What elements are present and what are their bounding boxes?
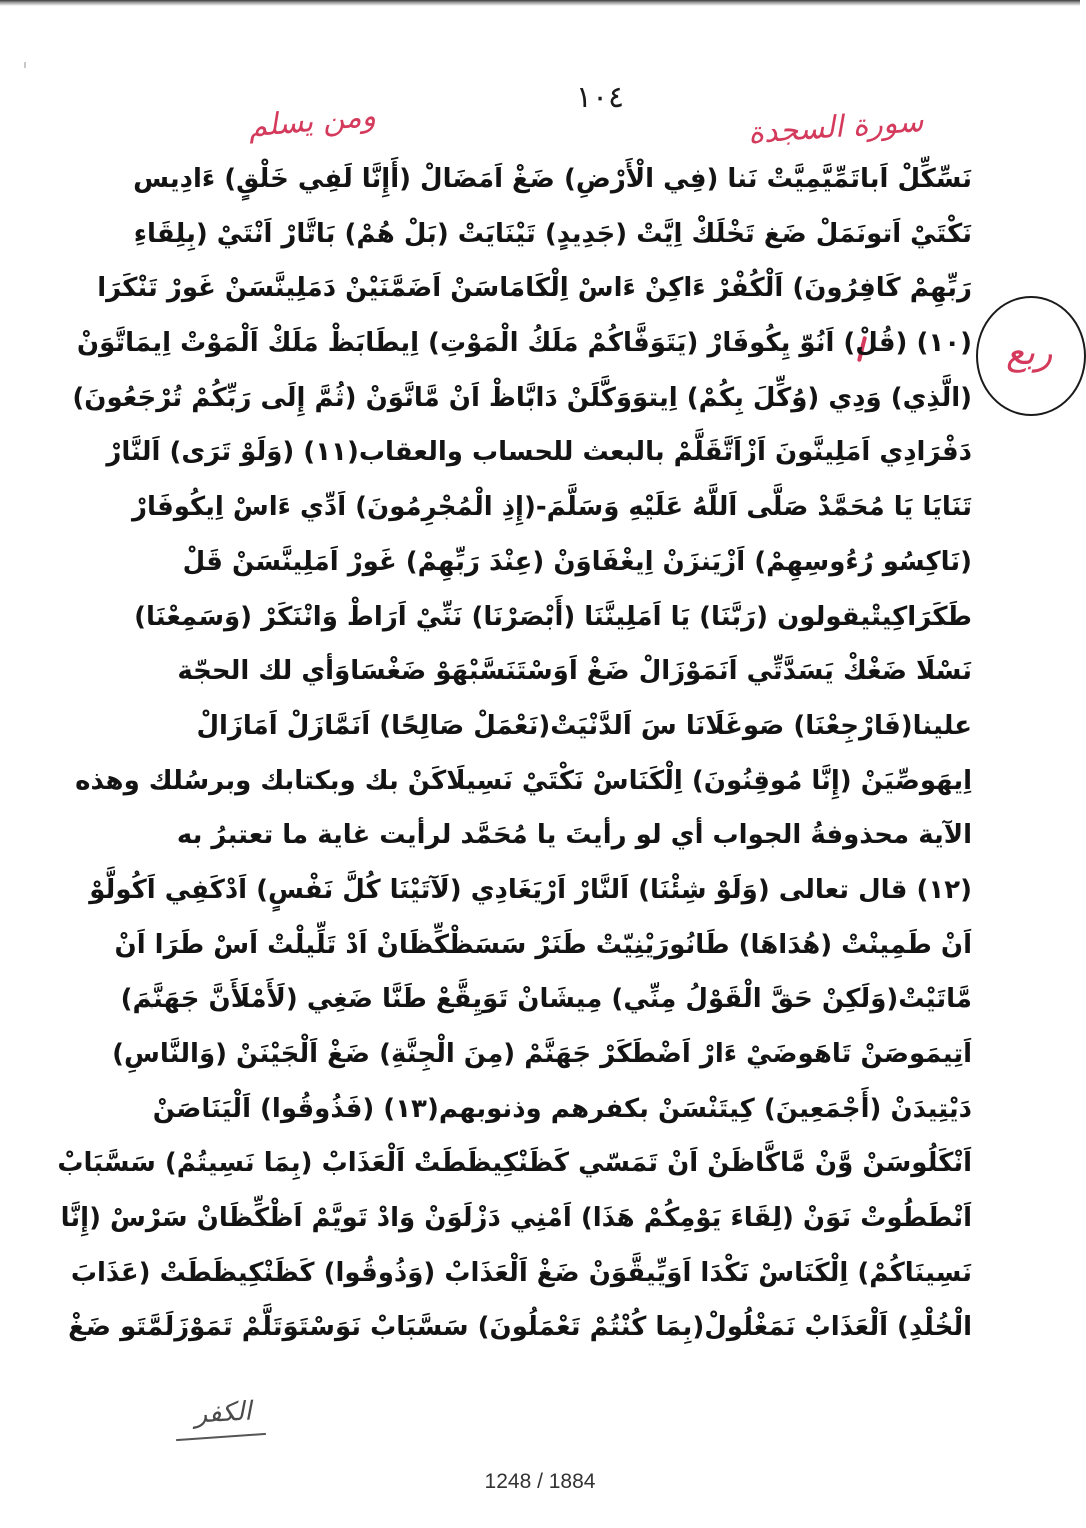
text-line-6: دَفْرَادِي اَمَلِينَّونَ اَزْاَتَّقَلَّمْ بالبعث للحساب والعقاب(١١) (وَلَوْ تَرَى) اَلنَّارْ: [106, 437, 972, 468]
text-line-14: (١٢) قال تعالى (وَلَوْ شِئْنَا) اَلنَّارْ اَرْيَغَادِي (لَآتَيْنَا كُلَّ نَفْسٍ) اَدْكَفِي اَكُولَّوْ: [89, 874, 972, 905]
text-line-19: اَنْكَلُوسَنْ وَّنْ مَّاكَّاظَنْ اَنْ تَمَسّي كَظَنْكِيظَطَتْ اَلْعَذَابْ (بِمَا نَسِيتُمْ) سَسَّبَابْ: [57, 1148, 972, 1179]
text-line-18: دَيْتِيدَنْ (أَجْمَعِينَ) كِيتَنْسَنْ بكفرهم وذنوبهم(١٣) (فَذُوقُوا) اَلْيَنَاصَنْ: [152, 1093, 972, 1124]
catchword-underline: [176, 1433, 266, 1441]
page-body-text: [57, 152, 972, 1355]
text-line-12: اِيهَوصِّيَنْ (إِنَّا مُوقِنُونَ) اِلْكَنَاسْ نَكْتَيْ نَسِيلَاكَنْ بك وبكتابك وبرسُلك وهذه: [75, 765, 972, 796]
text-line-1: نَسِّكِّلْ اَباتَمِّيَّمِيَّتْ نَنا (فِي الْأَرْضِ) ضَغْ اَمَضَالْ (أَإِنَّا لَفِي خَلْقٍ) ءَادِيس: [133, 164, 972, 194]
text-line-21: نَسِينَاكُمْ) اِلْكَنَاسْ نَكْدَا اَوَيِّيقَّوَنْ ضَغْ اَلْعَذَابْ (وَذُوقُوا) كَظَنْكِيظَطَتْ (عَذَابَ: [70, 1257, 972, 1288]
text-line-3: رَبِّهِمْ كَافِرُونَ) اَلْكُفْرْ ءَاكِنْ ءَاسْ اِلْكَامَاسَنْ اَضَمَّنَيْنْ دَمَلِينَّسَنْ غَورْ تَنْكَرَا: [97, 273, 972, 304]
text-line-9: طَكَرَاكِيتْيقولون (رَبَّنَا) يَا اَمَلِينَّنَا (أَبْصَرْنَا) نَنِّيْ اَرَاطْ وَانْنَكَرْ (وَسَمِعْنَا): [134, 601, 972, 632]
handwritten-surah-title: سورة السجدة: [746, 103, 925, 152]
scan-top-edge: [0, 0, 1080, 6]
scan-margin-mark: [24, 62, 26, 68]
text-line-5: (الَّذِي) وَدِي (وُكِّلَ بِكُمْ) اِيتوَوَكَّلَنْ دَابَّاظْ اَنْ مَّانَّوَنْ (ثُمَّ إِلَى رَبِّكُمْ تُرْجَعُونَ): [72, 382, 972, 413]
page-number: ١٠٤: [575, 80, 625, 115]
page-indicator: 1248 / 1884: [484, 1470, 596, 1493]
text-line-4: (١٠) (قُلْ) اَنُوّ يِكُوفَارْ (يَتَوَفَّاكُمْ مَلَكُ الْمَوْتِ) اِيطَابَظْ مَلَكْ اَلْمَوْتْ اِيمَاتَّوَنْ: [76, 328, 972, 359]
text-line-10: نَسْلَا ضَغْكْ يَسَدَّتِّي اَنَمَوْزَالْ ضَغْ اَوَسْتَنَسَّبْهَوْ ضَغْسَاوَأي لك الحجّة: [177, 656, 972, 687]
text-line-15: اَنْ طَمِينْتْ (هُدَاهَا) طَانُورَيْنِيّتْ طَنَرْ سَسَظْكِّظَانْ اَدْ تَلِّيلْتْ اَسْ طَرَا اَنْ: [114, 929, 972, 960]
handwritten-catchword: الكفر: [193, 1396, 253, 1430]
handwritten-corner-note: ومن يسلم: [246, 98, 378, 145]
text-line-8: (نَاكِسُو رُءُوسِهِمْ) اَزْيَنزَنْ اِيغْفَاوَنْ (عِنْدَ رَبِّهِمْ) غَورْ اَمَلِينَّسَنْ قَلْ: [182, 546, 972, 577]
text-line-11: علينا(فَارْجِعْنَا) صَوغَلَانَا سَ اَلدَّنْيَتْ(نَعْمَلْ صَالِحًا) اَنَمَّازَلْ اَمَازَالْ: [196, 710, 972, 741]
text-line-17: اَتِيمَوصَنْ تَاهَوضَيْ ءَارْ اَضْطَكَرْ جَهَنَّمْ (مِنَ الْجِنَّةِ) ضَغْ اَلْجَيْنَنْ (وَالنَّاسِ): [112, 1039, 972, 1069]
text-line-7: تَنَايَا يَا مُحَمَّدْ صَلَّى اَللَّهُ عَلَيْهِ وَسَلَّمَ-(إِذِ الْمُجْرِمُونَ) اَدِّي ءَاسْ اِيكُوفَارْ: [131, 492, 972, 523]
text-line-20: اَنْطَطُوتْ نَوَنْ (لِقَاءَ يَوْمِكُمْ هَذَا) اَمْنِي دَزْلَوَنْ وَادْ تَويَّمْ اَظْكِّظَانْ سَرْسْ (إِنَّا: [60, 1203, 972, 1234]
text-line-13: الآية محذوفةُ الجواب أي لو رأيتَ يا مُحَمَّد لرأيت غاية ما تعتبرُ به: [176, 820, 972, 851]
handwritten-rub-mark: ربع: [1006, 332, 1053, 373]
text-line-22: الْخُلْدِ) اَلْعَذَابْ نَمَغْلُولْ(بِمَا كُنْتُمْ تَعْمَلُونَ) سَسَّبَابْ نَوَسْتَوَتَلَّمْ تَمَوْزَلَمَّتَو ضَغْ: [68, 1312, 972, 1343]
text-line-16: مَّاتَيْتْ(وَلَكِنْ حَقَّ الْقَوْلُ مِنِّي) مِيشَانْ تَوَيِقَّعْ طَنَّا ضَغِي (لَأَمْلَأَنَّ جَهَنَّمَ): [120, 984, 972, 1015]
text-line-2: نَكْتَيْ اَتونَمَلْ ضَغ تَخْلَكْ اِيَّتْ (جَدِيدٍ) تَيْنَايَتْ (بَلْ هُمْ) بَاتَّارْ اَنْتَيْ (بِلِقَاءِ: [133, 218, 972, 249]
